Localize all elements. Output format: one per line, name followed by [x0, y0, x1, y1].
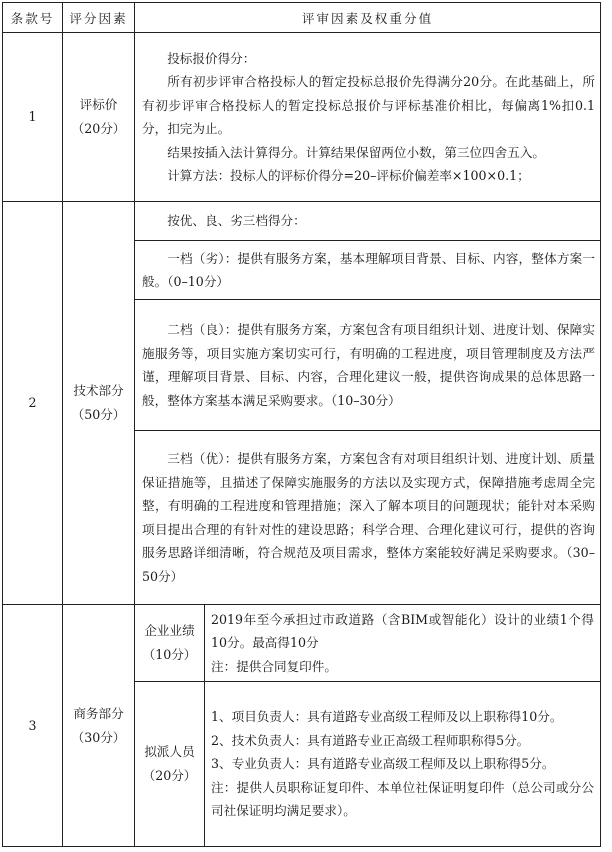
staff-item-3: 3、专业负责人：具有道路专业高级工程师及以上职称得5分。 [211, 756, 555, 772]
performance-label-cell [135, 605, 205, 682]
table-row [3, 202, 601, 241]
staff-label-cell [135, 682, 205, 847]
grade-3-cell [135, 431, 601, 605]
tech-intro: 按优、良、劣三档得分： [167, 213, 306, 229]
staff-score: （20分） [142, 768, 197, 783]
clause-no-1: 1 [3, 33, 63, 202]
header-scoring-factor: 评分因素 [63, 3, 135, 33]
factor-cell-2 [63, 202, 135, 605]
factor-cell-3 [63, 605, 135, 847]
staff-label: 拟派人员 [144, 744, 195, 759]
grade-1-cell [135, 241, 601, 300]
price-title: 投标报价得分： [167, 50, 256, 66]
price-formula: 计算方法：投标人的评标价得分=20–评标价偏差率×100×0.1； [167, 168, 530, 183]
scoring-table [2, 2, 601, 847]
grade-1-text: 一档（劣）：提供有服务方案，基本理解项目背景、目标、内容，整体方案一般。（0–10分） [142, 250, 595, 289]
factor-cell-1 [63, 33, 135, 202]
clause-no-3: 3 [3, 605, 63, 847]
header-clause-no: 条款号 [3, 3, 63, 33]
factor-score: （20分） [71, 121, 126, 136]
factor-name: 评标价 [79, 97, 118, 112]
performance-text-cell [205, 605, 601, 682]
performance-score: （10分） [142, 647, 197, 662]
header-review-factors: 评审因素及权重分值 [135, 3, 601, 33]
performance-label: 企业业绩 [144, 623, 195, 638]
tech-intro-cell [135, 202, 601, 241]
factor-score: （30分） [71, 729, 126, 745]
grade-3-text: 三档（优）：提供有服务方案，方案包含有对项目组织计划、进度计划、质量保证措施等，且描述了保障实施服务的方法以及实现方式，保障措施考虑周全完整，有明确的工程进度和管理措施；深入了解本项目的问题现状；能针对本采购项目提出合理的有针对性的建设思路；科学合理、合理化建议可行，提供的咨询服务思路详细清晰，符合规范及项目需求，整体方案能较好满足采购要求。（30–50分） [142, 451, 595, 584]
staff-note: 注：提供人员职称证复印件、本单位社保证明复印件（总公司或分公司社保证明均满足要求）。 [211, 779, 594, 819]
table-row [3, 33, 601, 202]
staff-item-2: 2、技术负责人：具有道路专业正高级工程师职称得5分。 [211, 732, 530, 748]
factor-name: 商务部分 [73, 705, 124, 721]
grade-2-cell [135, 300, 601, 431]
performance-text: 2019年至今承担过市政道路（含BIM或智能化）设计的业绩1个得10分。最高得10分 [211, 611, 594, 651]
performance-note: 注：提供合同复印件。 [211, 658, 337, 674]
header-row [3, 3, 601, 33]
staff-item-1: 1、项目负责人：具有道路专业高级工程师及以上职称得10分。 [211, 709, 563, 725]
clause-no-2: 2 [3, 202, 63, 605]
table-row [3, 605, 601, 682]
price-para-1: 所有初步评审合格投标人的暂定投标总报价先得满分20分。在此基础上，所有初步评审合格投标人的暂定投标总报价与评标基准价相比，每偏离1%扣0.1分，扣完为止。 [142, 74, 595, 136]
factor-score: （50分） [71, 407, 126, 422]
grade-2-text: 二档（良）：提供有服务方案，方案包含有项目组织计划、进度计划、保障实施服务等，项目实施方案切实可行，有明确的工程进度，项目管理制度及方法严谨，理解项目背景、目标、内容，合理化建议一般，提供咨询成果的总体思路一般，整体方案基本满足采购要求。（10–30分） [142, 322, 595, 408]
price-score-cell [135, 33, 601, 202]
price-para-2: 结果按插入法计算得分。计算结果保留两位小数，第三位四舍五入。 [167, 144, 545, 160]
staff-text-cell [205, 682, 601, 847]
factor-name: 技术部分 [73, 383, 124, 398]
